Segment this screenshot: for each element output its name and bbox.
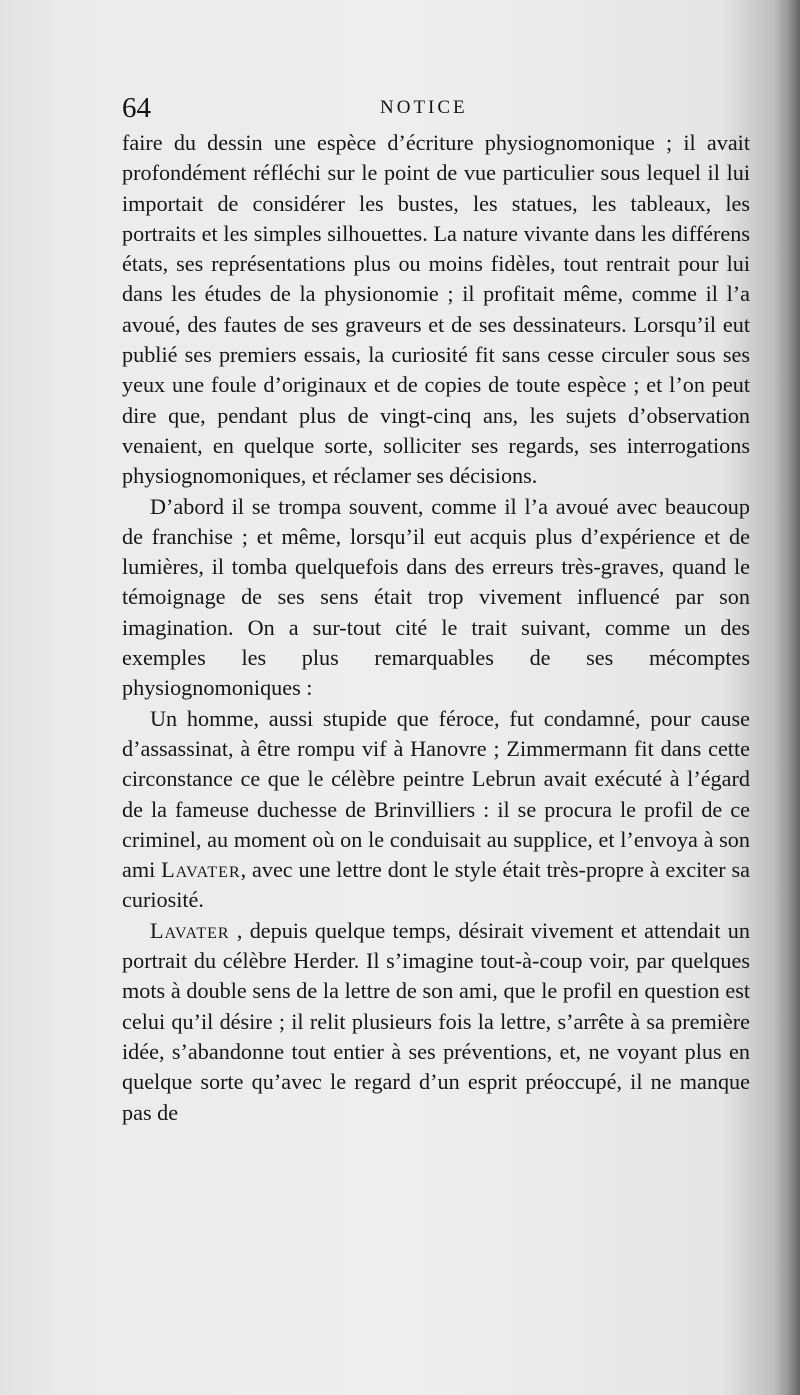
paragraph: faire du dessin une espèce d’écriture physiognomonique ; il avait profondément réfléchi sur le point de vue particulier sous lequel il lui importait de considérer les bustes, les statues, les tableaux, les portraits et les simples silhouettes. La nature vivante dans les différens états, ses représentations plus ou moins fidèles, tout rentrait pour lui dans les études de la physionomie ; il profitait même, comme il l’a avoué, des fautes de ses graveurs et de ses dessinateurs. Lorsqu’il eut publié ses premiers essais, la curiosité fit sans cesse circuler sous ses yeux une foule d’originaux et de copies de toute espèce ; et l’on peut dire que, pendant plus de vingt-cinq ans, les sujets d’observation venaient, en quelque sorte, solliciter ses regards, ses interrogations physiognomoniques, et réclamer ses décisions. [122, 130, 750, 489]
paragraph [122, 704, 750, 916]
paragraph-text: , depuis quelque temps, désirait vivement et attendait un portrait du célèbre Herder. Il s’imagine tout-à-coup voir, par quelques mots à double sens de la lettre de son ami, que le profil en question est celui qu’il désire ; il relit plusieurs fois la lettre, s’arrête à sa première idée, s’abandonne tout entier à ses préventions, et, ne voyant plus en quelque sorte qu’avec le regard d’un esprit préoccupé, il ne manque pas de [122, 917, 750, 1125]
paragraph-text: , avec une lettre dont le style était très-propre à exciter sa curiosité. [122, 857, 750, 913]
running-head: NOTICE [380, 97, 468, 118]
gutter-shadow [774, 0, 800, 1395]
paragraph [122, 916, 750, 1128]
text-body [122, 128, 750, 1128]
paragraph: D’abord il se trompa souvent, comme il l’a avoué avec beaucoup de franchise ; et même, lorsqu’il eut acquis plus d’expérience et de lumières, il tomba quelquefois dans des erreurs très-graves, quand le témoignage de ses sens était trop vivement influencé par son imagination. On a sur-tout cité le trait suivant, comme un des exemples les plus remarquables de ses mécomptes physiognomoniques : [122, 493, 750, 701]
author-name: Lavater [150, 917, 230, 943]
paragraph-text: Un homme, aussi stupide que féroce, fut condamné, pour cause d’assassinat, à être rompu vif à Hanovre ; Zimmermann fit dans cette circonstance ce que le célèbre peintre Lebrun avait exécuté à l’égard de la fameuse duchesse de Brinvilliers : il se procura le profil de ce criminel, au moment où on le conduisait au supplice, et l’envoya à son ami [122, 705, 750, 883]
page-number: 64 [122, 92, 151, 124]
author-name: Lavater [161, 857, 241, 883]
page-header [122, 92, 750, 128]
